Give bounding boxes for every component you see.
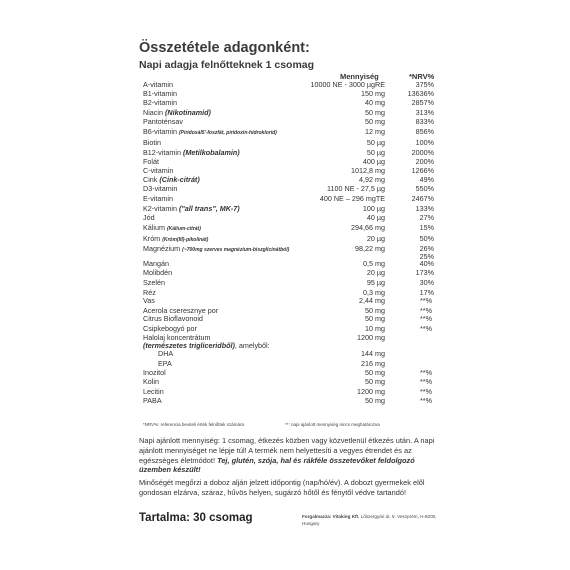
row-name: [143, 157, 159, 166]
row-amount: 50 µg: [366, 138, 385, 147]
row-amount: 10000 NE - 3000 µgRE: [310, 80, 385, 89]
row-amount: 50 mg: [365, 396, 385, 405]
nrv-header: *NRV%: [409, 72, 435, 81]
row-nrv: 173%: [415, 268, 434, 277]
row-subnote: (~700mg szerves magnézium-biszglicinátból): [182, 247, 290, 253]
row-nrv: 100%: [415, 138, 434, 147]
row-nrv: **%: [420, 396, 432, 405]
row-amount: 0,3 mg: [363, 288, 385, 297]
row-name-text: C-vitamin: [143, 166, 174, 175]
storage-paragraph: Minőségét megőrzi a doboz alján jelzett időpontig (nap/hó/év). A dobozt gyermekek elől gondosan elzárva, száraz, hűvös helyen, sugárzó hőtől és fénytől védve tartandó!: [139, 478, 425, 497]
row-nrv: 313%: [415, 108, 434, 117]
row-name: [143, 80, 173, 89]
row-nrv: 17%: [419, 288, 434, 297]
row-name: [158, 359, 172, 368]
row-name: [143, 324, 197, 333]
row-name-text: Biotin: [143, 138, 161, 147]
row-amount: 40 mg: [365, 98, 385, 107]
row-amount: 1100 NE - 27,5 µg: [327, 184, 385, 193]
row-name-text: PABA: [143, 396, 162, 405]
row-nrv: 15%: [419, 223, 434, 232]
row-nrv: **%: [420, 377, 432, 386]
row-amount: 12 mg: [365, 127, 385, 136]
row-nrv: 133%: [415, 204, 434, 213]
row-subnote: (Piridoxál5'-foszfát, piridoxin-hidroklorid): [178, 130, 277, 136]
footnote-nrv: *NRV%: referencia beviteli érték felnőttek számára: [143, 422, 244, 427]
row-nrv: 27%: [419, 213, 434, 222]
row-name: [143, 98, 177, 107]
row-name: [143, 368, 166, 377]
row-name: [143, 148, 240, 157]
row-note: (Nikotinamid): [164, 108, 211, 117]
row-amount: 1200 mg: [357, 333, 385, 342]
row-nrv: 2000%: [411, 148, 434, 157]
row-amount: 50 mg: [365, 368, 385, 377]
row-name: [158, 349, 173, 358]
row-note-suffix: , amelyből:: [234, 341, 270, 350]
row-amount: 10 mg: [365, 324, 385, 333]
row-nrv: 856%: [415, 127, 434, 136]
row-name-text: E-vitamin: [143, 194, 173, 203]
row-name-text: Pantoténsav: [143, 117, 183, 126]
row-nrv: 13636%: [407, 89, 434, 98]
row-name-text: Vas: [143, 296, 155, 305]
row-name: [143, 175, 200, 184]
row-amount: 98,22 mg: [355, 244, 385, 253]
row-amount: 4,92 mg: [359, 175, 385, 184]
row-amount: 50 mg: [365, 314, 385, 323]
row-subnote: (Kálium-citrát): [166, 226, 201, 232]
row-nrv: **%: [420, 296, 432, 305]
row-name: [143, 314, 203, 323]
row-amount: 20 µg: [366, 234, 385, 243]
row-nrv: 833%: [415, 117, 434, 126]
row-name: [143, 194, 173, 203]
page-subtitle: Napi adagja felnőtteknek 1 csomag: [139, 59, 315, 71]
row-name-text: Szelén: [143, 278, 165, 287]
row-name: [143, 278, 165, 287]
row-amount: 95 µg: [366, 278, 385, 287]
row-name-text: Acerola cseresznye por: [143, 306, 219, 315]
row-amount: 216 mg: [361, 359, 385, 368]
row-nrv: 2467%: [411, 194, 434, 203]
row-name-text: Folát: [143, 157, 159, 166]
row-amount: 50 mg: [365, 377, 385, 386]
row-nrv: 375%: [415, 80, 434, 89]
row-name: [143, 296, 155, 305]
distributor-address: Lőszergyári út. 5. Veszprém, H-8200, Hungary: [302, 514, 437, 526]
amount-header: Mennyiség: [340, 72, 379, 81]
row-note: (természetes trigliceridből): [143, 341, 235, 350]
row-amount: 0,5 mg: [363, 259, 385, 268]
row-name: [143, 117, 183, 126]
row-name: [143, 166, 173, 175]
row-name-text: Mangán: [143, 259, 169, 268]
row-nrv: 200%: [415, 157, 434, 166]
row-name: [143, 396, 162, 405]
row-name-text: Cink: [143, 175, 158, 184]
row-amount: 50 mg: [365, 306, 385, 315]
distributor-label: Forgalmazza: Vitaking Kft.: [302, 514, 360, 519]
row-amount: 400 µg: [362, 157, 385, 166]
row-nrv: 30%: [419, 278, 434, 287]
row-name: [143, 259, 169, 268]
row-name-text: Lecitin: [143, 387, 164, 396]
row-name-text: Halolaj koncentrátum: [143, 333, 211, 342]
row-name-text: Kolin: [143, 377, 159, 386]
row-nrv: **%: [420, 314, 432, 323]
page-title: Összetétele adagonként:: [139, 40, 310, 56]
row-name-text: Kálium: [143, 223, 165, 232]
row-name-text: Inozitol: [143, 368, 166, 377]
row-name: [143, 213, 155, 222]
row-nrv: 2857%: [411, 98, 434, 107]
row-amount: 50 mg: [365, 108, 385, 117]
row-amount: 294,66 mg: [351, 223, 385, 232]
row-name-text: Niacin: [143, 108, 163, 117]
row-name-text: K2-vitamin: [143, 204, 177, 213]
row-amount: 20 µg: [366, 268, 385, 277]
row-nrv: 25%: [419, 252, 434, 261]
row-nrv: **%: [420, 368, 432, 377]
row-nrv: 26%: [419, 244, 434, 253]
row-name-text: EPA: [158, 359, 172, 368]
row-nrv: **%: [420, 324, 432, 333]
row-nrv: **%: [420, 306, 432, 315]
row-nrv: **%: [420, 387, 432, 396]
row-amount: 150 mg: [361, 89, 385, 98]
row-nrv: 40%: [419, 259, 434, 268]
row-name-text: Csipkebogyó por: [143, 324, 197, 333]
row-name-text: Réz: [143, 288, 156, 297]
row-name: [143, 184, 177, 193]
row-name: [143, 223, 201, 232]
row-nrv: 550%: [415, 184, 434, 193]
row-name-text: Jód: [143, 213, 155, 222]
row-name-text: B2-vitamin: [143, 98, 177, 107]
row-amount: 144 mg: [361, 349, 385, 358]
row-name-text: Molibdén: [143, 268, 173, 277]
row-name: [143, 387, 164, 396]
package-contents: Tartalma: 30 csomag: [139, 512, 253, 524]
row-name-text: Króm: [143, 234, 161, 243]
row-name: [143, 127, 277, 136]
row-name: [143, 108, 211, 117]
row-name: [143, 204, 240, 213]
row-name-text: B6-vitamin: [143, 127, 177, 136]
row-name: [143, 377, 159, 386]
row-nrv: 49%: [419, 175, 434, 184]
row-amount: 400 NE – 296 mgTE: [319, 194, 385, 203]
row-note: (Metilkobalamin): [182, 148, 240, 157]
distributor-info: [302, 513, 452, 527]
row-note: (Cink-citrát): [159, 175, 200, 184]
usage-paragraph: [139, 436, 439, 475]
row-name-text: DHA: [158, 349, 174, 358]
usage-text: Napi ajánlott mennyiség: 1 csomag, étkezés közben vagy közvetlenül étkezés után. A napi ajánlott mennyiséget ne lépje túl! A termék nem helyettesíti a vegyes étrendet és az egészséges életmódot!: [139, 436, 435, 465]
row-name: [143, 138, 161, 147]
row-amount: 1012,8 mg: [351, 166, 385, 175]
row-name-text: B12-vitamin: [143, 148, 181, 157]
allergen-warning: Tej, glutén, szója, hal és rákféle összetevőket feldolgozó üzemben készült!: [139, 455, 415, 475]
footnote-undefined: **: napi ajánlott mennyiség nincs meghatározva: [285, 422, 380, 427]
row-nrv: 50%: [419, 234, 434, 243]
row-amount: 2,44 mg: [359, 296, 385, 305]
row-name-text: A-vitamin: [143, 80, 173, 89]
row-name-text: Citrus Bioflavonoid: [143, 314, 203, 323]
row-note: ("all trans", MK-7): [178, 204, 240, 213]
row-amount: 40 µg: [366, 213, 385, 222]
row-name: [143, 89, 177, 98]
row-nrv: 1266%: [411, 166, 434, 175]
row-amount: 50 mg: [365, 117, 385, 126]
row-name: [143, 234, 208, 243]
row-name-text: D3-vitamin: [143, 184, 178, 193]
row-name-text: Magnézium: [143, 244, 181, 253]
row-name: [143, 268, 172, 277]
row-amount: 1200 mg: [357, 387, 385, 396]
row-amount: 100 µg: [362, 204, 385, 213]
row-amount: 50 µg: [366, 148, 385, 157]
row-name-text: B1-vitamin: [143, 89, 177, 98]
row-subnote: (Króm(III)-pikolinát): [162, 237, 209, 243]
